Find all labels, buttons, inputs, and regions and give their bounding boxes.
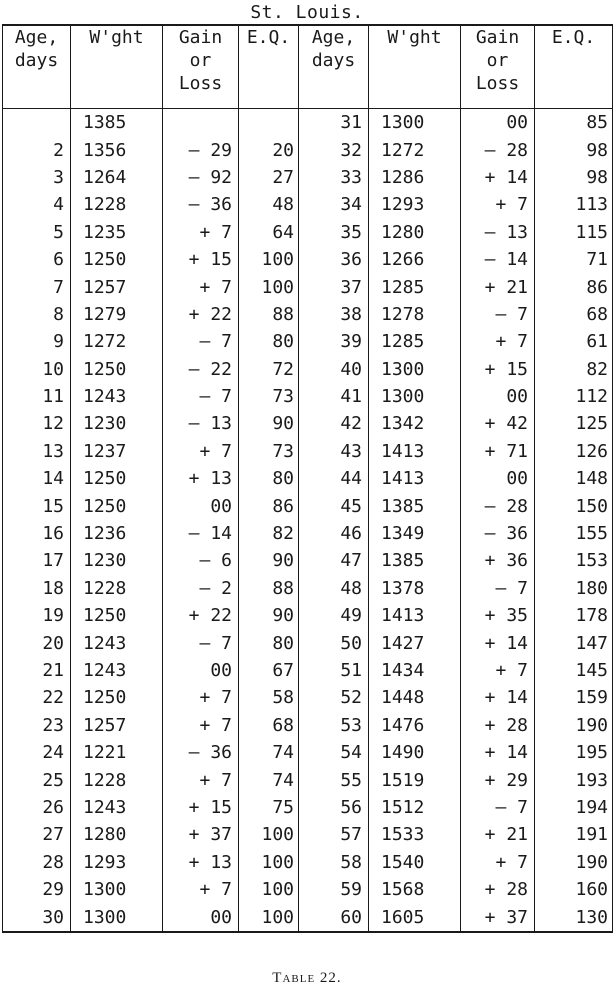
gain-cell: — 14	[461, 246, 535, 273]
gain-cell: + 14	[461, 629, 535, 656]
age-cell: 15	[3, 492, 71, 519]
age-cell: 16	[3, 520, 71, 547]
gain-cell: + 15	[163, 794, 239, 821]
header-line: Gain	[475, 27, 520, 48]
weight-cell: 1605	[369, 903, 461, 931]
eq-cell: 74	[239, 766, 299, 793]
gain-cell: + 28	[461, 712, 535, 739]
gain-cell: — 28	[461, 136, 535, 163]
table-row	[3, 821, 613, 848]
weight-cell: 1519	[369, 766, 461, 793]
weight-table-container	[2, 24, 612, 933]
age-cell: 26	[3, 794, 71, 821]
gain-cell: + 7	[163, 273, 239, 300]
gain-cell: + 7	[461, 328, 535, 355]
age-cell: 17	[3, 547, 71, 574]
age-cell: 3	[3, 164, 71, 191]
weight-cell: 1300	[369, 383, 461, 410]
weight-cell: 1243	[71, 657, 163, 684]
header-line: E.Q.	[246, 27, 291, 48]
weight-cell: 1228	[71, 191, 163, 218]
eq-cell: 48	[239, 191, 299, 218]
age-cell: 40	[299, 356, 369, 383]
header-line: Age,	[311, 27, 356, 48]
eq-cell: 180	[535, 575, 613, 602]
weight-cell: 1490	[369, 739, 461, 766]
gain-cell: + 36	[461, 547, 535, 574]
header-gain-or-loss-1	[163, 25, 239, 109]
age-cell: 58	[299, 849, 369, 876]
table-caption: Table 22.	[272, 970, 342, 986]
table-title: St. Louis.	[250, 2, 364, 23]
weight-cell: 1512	[369, 794, 461, 821]
age-cell: 52	[299, 684, 369, 711]
eq-cell: 98	[535, 164, 613, 191]
weight-cell: 1243	[71, 383, 163, 410]
weight-cell: 1272	[71, 328, 163, 355]
gain-cell: — 36	[461, 520, 535, 547]
gain-cell: + 7	[461, 657, 535, 684]
header-line: Age,	[14, 27, 59, 48]
age-cell: 23	[3, 712, 71, 739]
weight-cell: 1280	[71, 821, 163, 848]
weight-cell: 1293	[369, 191, 461, 218]
gain-cell: + 37	[163, 821, 239, 848]
weight-cell: 1272	[369, 136, 461, 163]
eq-cell: 130	[535, 903, 613, 931]
age-cell: 13	[3, 438, 71, 465]
age-cell: 35	[299, 219, 369, 246]
table-row	[3, 219, 613, 246]
table-row	[3, 575, 613, 602]
eq-cell: 100	[239, 849, 299, 876]
eq-cell: 90	[239, 602, 299, 629]
table-row	[3, 164, 613, 191]
gain-cell: + 35	[461, 602, 535, 629]
header-eq-1	[239, 25, 299, 109]
gain-cell: + 29	[461, 766, 535, 793]
eq-cell: 73	[239, 438, 299, 465]
age-cell: 22	[3, 684, 71, 711]
gain-cell: — 28	[461, 492, 535, 519]
eq-cell: 68	[535, 301, 613, 328]
table-row	[3, 410, 613, 437]
age-cell: 54	[299, 739, 369, 766]
eq-cell: 98	[535, 136, 613, 163]
gain-cell	[163, 109, 239, 137]
gain-cell: — 7	[461, 301, 535, 328]
table-row	[3, 328, 613, 355]
age-cell: 6	[3, 246, 71, 273]
eq-cell: 145	[535, 657, 613, 684]
eq-cell: 159	[535, 684, 613, 711]
gain-cell: — 7	[461, 794, 535, 821]
weight-cell: 1413	[369, 438, 461, 465]
gain-cell: 00	[163, 903, 239, 931]
weight-cell: 1237	[71, 438, 163, 465]
gain-cell: + 14	[461, 684, 535, 711]
header-weight-1	[71, 25, 163, 109]
eq-cell: 148	[535, 465, 613, 492]
weight-cell: 1250	[71, 246, 163, 273]
age-cell	[3, 109, 71, 137]
gain-cell: — 36	[163, 739, 239, 766]
eq-cell: 100	[239, 903, 299, 931]
age-cell: 25	[3, 766, 71, 793]
table-row	[3, 766, 613, 793]
age-cell: 51	[299, 657, 369, 684]
eq-cell: 100	[239, 876, 299, 903]
age-cell: 20	[3, 629, 71, 656]
eq-cell: 72	[239, 356, 299, 383]
eq-cell: 125	[535, 410, 613, 437]
age-cell: 49	[299, 602, 369, 629]
eq-cell: 74	[239, 739, 299, 766]
eq-cell: 67	[239, 657, 299, 684]
table-row	[3, 520, 613, 547]
weight-cell: 1257	[71, 712, 163, 739]
header-weight-2	[369, 25, 461, 109]
gain-cell: + 71	[461, 438, 535, 465]
weight-cell: 1228	[71, 575, 163, 602]
age-cell: 41	[299, 383, 369, 410]
age-cell: 9	[3, 328, 71, 355]
eq-cell: 193	[535, 766, 613, 793]
age-cell: 46	[299, 520, 369, 547]
weight-cell: 1533	[369, 821, 461, 848]
gain-cell: — 13	[163, 410, 239, 437]
age-cell: 59	[299, 876, 369, 903]
table-row	[3, 629, 613, 656]
eq-cell: 73	[239, 383, 299, 410]
eq-cell: 190	[535, 849, 613, 876]
age-cell: 38	[299, 301, 369, 328]
table-row	[3, 438, 613, 465]
age-cell: 32	[299, 136, 369, 163]
weight-cell: 1413	[369, 465, 461, 492]
weight-cell: 1257	[71, 273, 163, 300]
weight-cell: 1413	[369, 602, 461, 629]
gain-cell: — 7	[461, 575, 535, 602]
weight-cell: 1300	[71, 876, 163, 903]
table-row	[3, 657, 613, 684]
gain-cell: + 15	[163, 246, 239, 273]
gain-cell: — 7	[163, 629, 239, 656]
age-cell: 45	[299, 492, 369, 519]
weight-cell: 1349	[369, 520, 461, 547]
eq-cell: 68	[239, 712, 299, 739]
gain-cell: + 14	[461, 739, 535, 766]
eq-cell: 178	[535, 602, 613, 629]
gain-cell: — 22	[163, 356, 239, 383]
eq-cell: 86	[239, 492, 299, 519]
eq-cell: 64	[239, 219, 299, 246]
gain-cell: + 37	[461, 903, 535, 931]
gain-cell: 00	[461, 383, 535, 410]
gain-cell: + 14	[461, 164, 535, 191]
gain-cell: + 7	[163, 219, 239, 246]
gain-cell: — 13	[461, 219, 535, 246]
weight-cell: 1250	[71, 465, 163, 492]
eq-cell: 58	[239, 684, 299, 711]
weight-cell: 1448	[369, 684, 461, 711]
weight-cell: 1235	[71, 219, 163, 246]
weight-cell: 1230	[71, 547, 163, 574]
eq-cell: 115	[535, 219, 613, 246]
header-eq-2	[535, 25, 613, 109]
gain-cell: — 7	[163, 383, 239, 410]
weight-cell: 1264	[71, 164, 163, 191]
header-line: Loss	[178, 73, 223, 94]
table-body	[3, 109, 613, 932]
eq-cell: 80	[239, 328, 299, 355]
weight-cell: 1385	[369, 547, 461, 574]
gain-cell: + 13	[163, 465, 239, 492]
table-row	[3, 492, 613, 519]
eq-cell	[239, 109, 299, 137]
weight-cell: 1285	[369, 273, 461, 300]
eq-cell: 100	[239, 246, 299, 273]
weight-cell: 1221	[71, 739, 163, 766]
gain-cell: + 22	[163, 301, 239, 328]
eq-cell: 160	[535, 876, 613, 903]
eq-cell: 71	[535, 246, 613, 273]
eq-cell: 20	[239, 136, 299, 163]
gain-cell: — 2	[163, 575, 239, 602]
eq-cell: 88	[239, 575, 299, 602]
gain-cell: — 6	[163, 547, 239, 574]
table-row	[3, 109, 613, 137]
gain-cell: + 7	[163, 876, 239, 903]
eq-cell: 82	[239, 520, 299, 547]
age-cell: 2	[3, 136, 71, 163]
age-cell: 31	[299, 109, 369, 137]
table-row	[3, 903, 613, 931]
weight-cell: 1385	[71, 109, 163, 137]
age-cell: 56	[299, 794, 369, 821]
weight-cell: 1434	[369, 657, 461, 684]
weight-cell: 1243	[71, 629, 163, 656]
weight-cell: 1250	[71, 356, 163, 383]
age-cell: 50	[299, 629, 369, 656]
table-row	[3, 136, 613, 163]
eq-cell: 112	[535, 383, 613, 410]
gain-cell: + 22	[163, 602, 239, 629]
age-cell: 19	[3, 602, 71, 629]
eq-cell: 61	[535, 328, 613, 355]
eq-cell: 194	[535, 794, 613, 821]
header-age-2	[299, 25, 369, 109]
age-cell: 37	[299, 273, 369, 300]
weight-cell: 1476	[369, 712, 461, 739]
gain-cell: + 21	[461, 821, 535, 848]
weight-cell: 1293	[71, 849, 163, 876]
gain-cell: + 7	[461, 191, 535, 218]
age-cell: 11	[3, 383, 71, 410]
eq-cell: 100	[239, 821, 299, 848]
table-row	[3, 739, 613, 766]
age-cell: 7	[3, 273, 71, 300]
eq-cell: 190	[535, 712, 613, 739]
age-cell: 27	[3, 821, 71, 848]
table-row	[3, 794, 613, 821]
gain-cell: 00	[461, 109, 535, 137]
age-cell: 10	[3, 356, 71, 383]
age-cell: 44	[299, 465, 369, 492]
weight-cell: 1385	[369, 492, 461, 519]
header-gain-or-loss-2	[461, 25, 535, 109]
weight-cell: 1280	[369, 219, 461, 246]
table-row	[3, 356, 613, 383]
table-row	[3, 849, 613, 876]
age-cell: 34	[299, 191, 369, 218]
gain-cell: — 14	[163, 520, 239, 547]
age-cell: 53	[299, 712, 369, 739]
weight-cell: 1250	[71, 602, 163, 629]
eq-cell: 88	[239, 301, 299, 328]
age-cell: 5	[3, 219, 71, 246]
age-cell: 30	[3, 903, 71, 931]
eq-cell: 27	[239, 164, 299, 191]
table-row	[3, 876, 613, 903]
age-cell: 47	[299, 547, 369, 574]
age-cell: 36	[299, 246, 369, 273]
weight-cell: 1356	[71, 136, 163, 163]
gain-cell: + 7	[163, 766, 239, 793]
gain-cell: + 7	[163, 712, 239, 739]
eq-cell: 80	[239, 629, 299, 656]
age-cell: 4	[3, 191, 71, 218]
age-cell: 8	[3, 301, 71, 328]
weight-cell: 1230	[71, 410, 163, 437]
gain-cell: 00	[163, 657, 239, 684]
eq-cell: 85	[535, 109, 613, 137]
gain-cell: + 28	[461, 876, 535, 903]
weight-cell: 1342	[369, 410, 461, 437]
eq-cell: 86	[535, 273, 613, 300]
eq-cell: 100	[239, 273, 299, 300]
age-cell: 14	[3, 465, 71, 492]
weight-cell: 1266	[369, 246, 461, 273]
gain-cell: + 15	[461, 356, 535, 383]
weight-cell: 1279	[71, 301, 163, 328]
header-row	[3, 25, 613, 109]
weight-cell: 1278	[369, 301, 461, 328]
header-line: Loss	[475, 73, 520, 94]
gain-cell: + 7	[163, 684, 239, 711]
eq-cell: 82	[535, 356, 613, 383]
eq-cell: 80	[239, 465, 299, 492]
age-cell: 33	[299, 164, 369, 191]
eq-cell: 150	[535, 492, 613, 519]
weight-cell: 1286	[369, 164, 461, 191]
eq-cell: 147	[535, 629, 613, 656]
table-row	[3, 246, 613, 273]
weight-table	[2, 24, 613, 933]
header-age-1	[3, 25, 71, 109]
header-line: Gain	[178, 27, 223, 48]
table-row	[3, 684, 613, 711]
weight-cell: 1300	[71, 903, 163, 931]
weight-cell: 1250	[71, 684, 163, 711]
gain-cell: + 21	[461, 273, 535, 300]
header-line: or	[189, 50, 212, 71]
age-cell: 24	[3, 739, 71, 766]
table-row	[3, 273, 613, 300]
table-row	[3, 191, 613, 218]
age-cell: 12	[3, 410, 71, 437]
header-line: days	[14, 50, 59, 71]
table-row	[3, 301, 613, 328]
eq-cell: 90	[239, 410, 299, 437]
age-cell: 55	[299, 766, 369, 793]
eq-cell: 191	[535, 821, 613, 848]
age-cell: 57	[299, 821, 369, 848]
header-line: W'ght	[387, 27, 442, 48]
eq-cell: 155	[535, 520, 613, 547]
table-row	[3, 547, 613, 574]
weight-cell: 1378	[369, 575, 461, 602]
table-row	[3, 602, 613, 629]
eq-cell: 153	[535, 547, 613, 574]
weight-cell: 1285	[369, 328, 461, 355]
header-line: or	[486, 50, 509, 71]
gain-cell: + 13	[163, 849, 239, 876]
weight-cell: 1228	[71, 766, 163, 793]
gain-cell: — 7	[163, 328, 239, 355]
age-cell: 21	[3, 657, 71, 684]
age-cell: 39	[299, 328, 369, 355]
gain-cell: — 92	[163, 164, 239, 191]
table-row	[3, 465, 613, 492]
eq-cell: 75	[239, 794, 299, 821]
age-cell: 29	[3, 876, 71, 903]
weight-cell: 1300	[369, 109, 461, 137]
age-cell: 48	[299, 575, 369, 602]
age-cell: 18	[3, 575, 71, 602]
age-cell: 42	[299, 410, 369, 437]
age-cell: 28	[3, 849, 71, 876]
weight-cell: 1427	[369, 629, 461, 656]
header-line: W'ght	[89, 27, 144, 48]
gain-cell: + 7	[163, 438, 239, 465]
header-line: E.Q.	[551, 27, 596, 48]
weight-cell: 1300	[369, 356, 461, 383]
gain-cell: + 7	[461, 849, 535, 876]
gain-cell: + 42	[461, 410, 535, 437]
weight-cell: 1243	[71, 794, 163, 821]
gain-cell: 00	[461, 465, 535, 492]
gain-cell: — 29	[163, 136, 239, 163]
table-row	[3, 712, 613, 739]
gain-cell: 00	[163, 492, 239, 519]
weight-cell: 1250	[71, 492, 163, 519]
eq-cell: 126	[535, 438, 613, 465]
age-cell: 60	[299, 903, 369, 931]
eq-cell: 113	[535, 191, 613, 218]
age-cell: 43	[299, 438, 369, 465]
weight-cell: 1540	[369, 849, 461, 876]
eq-cell: 90	[239, 547, 299, 574]
table-row	[3, 383, 613, 410]
eq-cell: 195	[535, 739, 613, 766]
weight-cell: 1568	[369, 876, 461, 903]
header-line: days	[311, 50, 356, 71]
gain-cell: — 36	[163, 191, 239, 218]
weight-cell: 1236	[71, 520, 163, 547]
